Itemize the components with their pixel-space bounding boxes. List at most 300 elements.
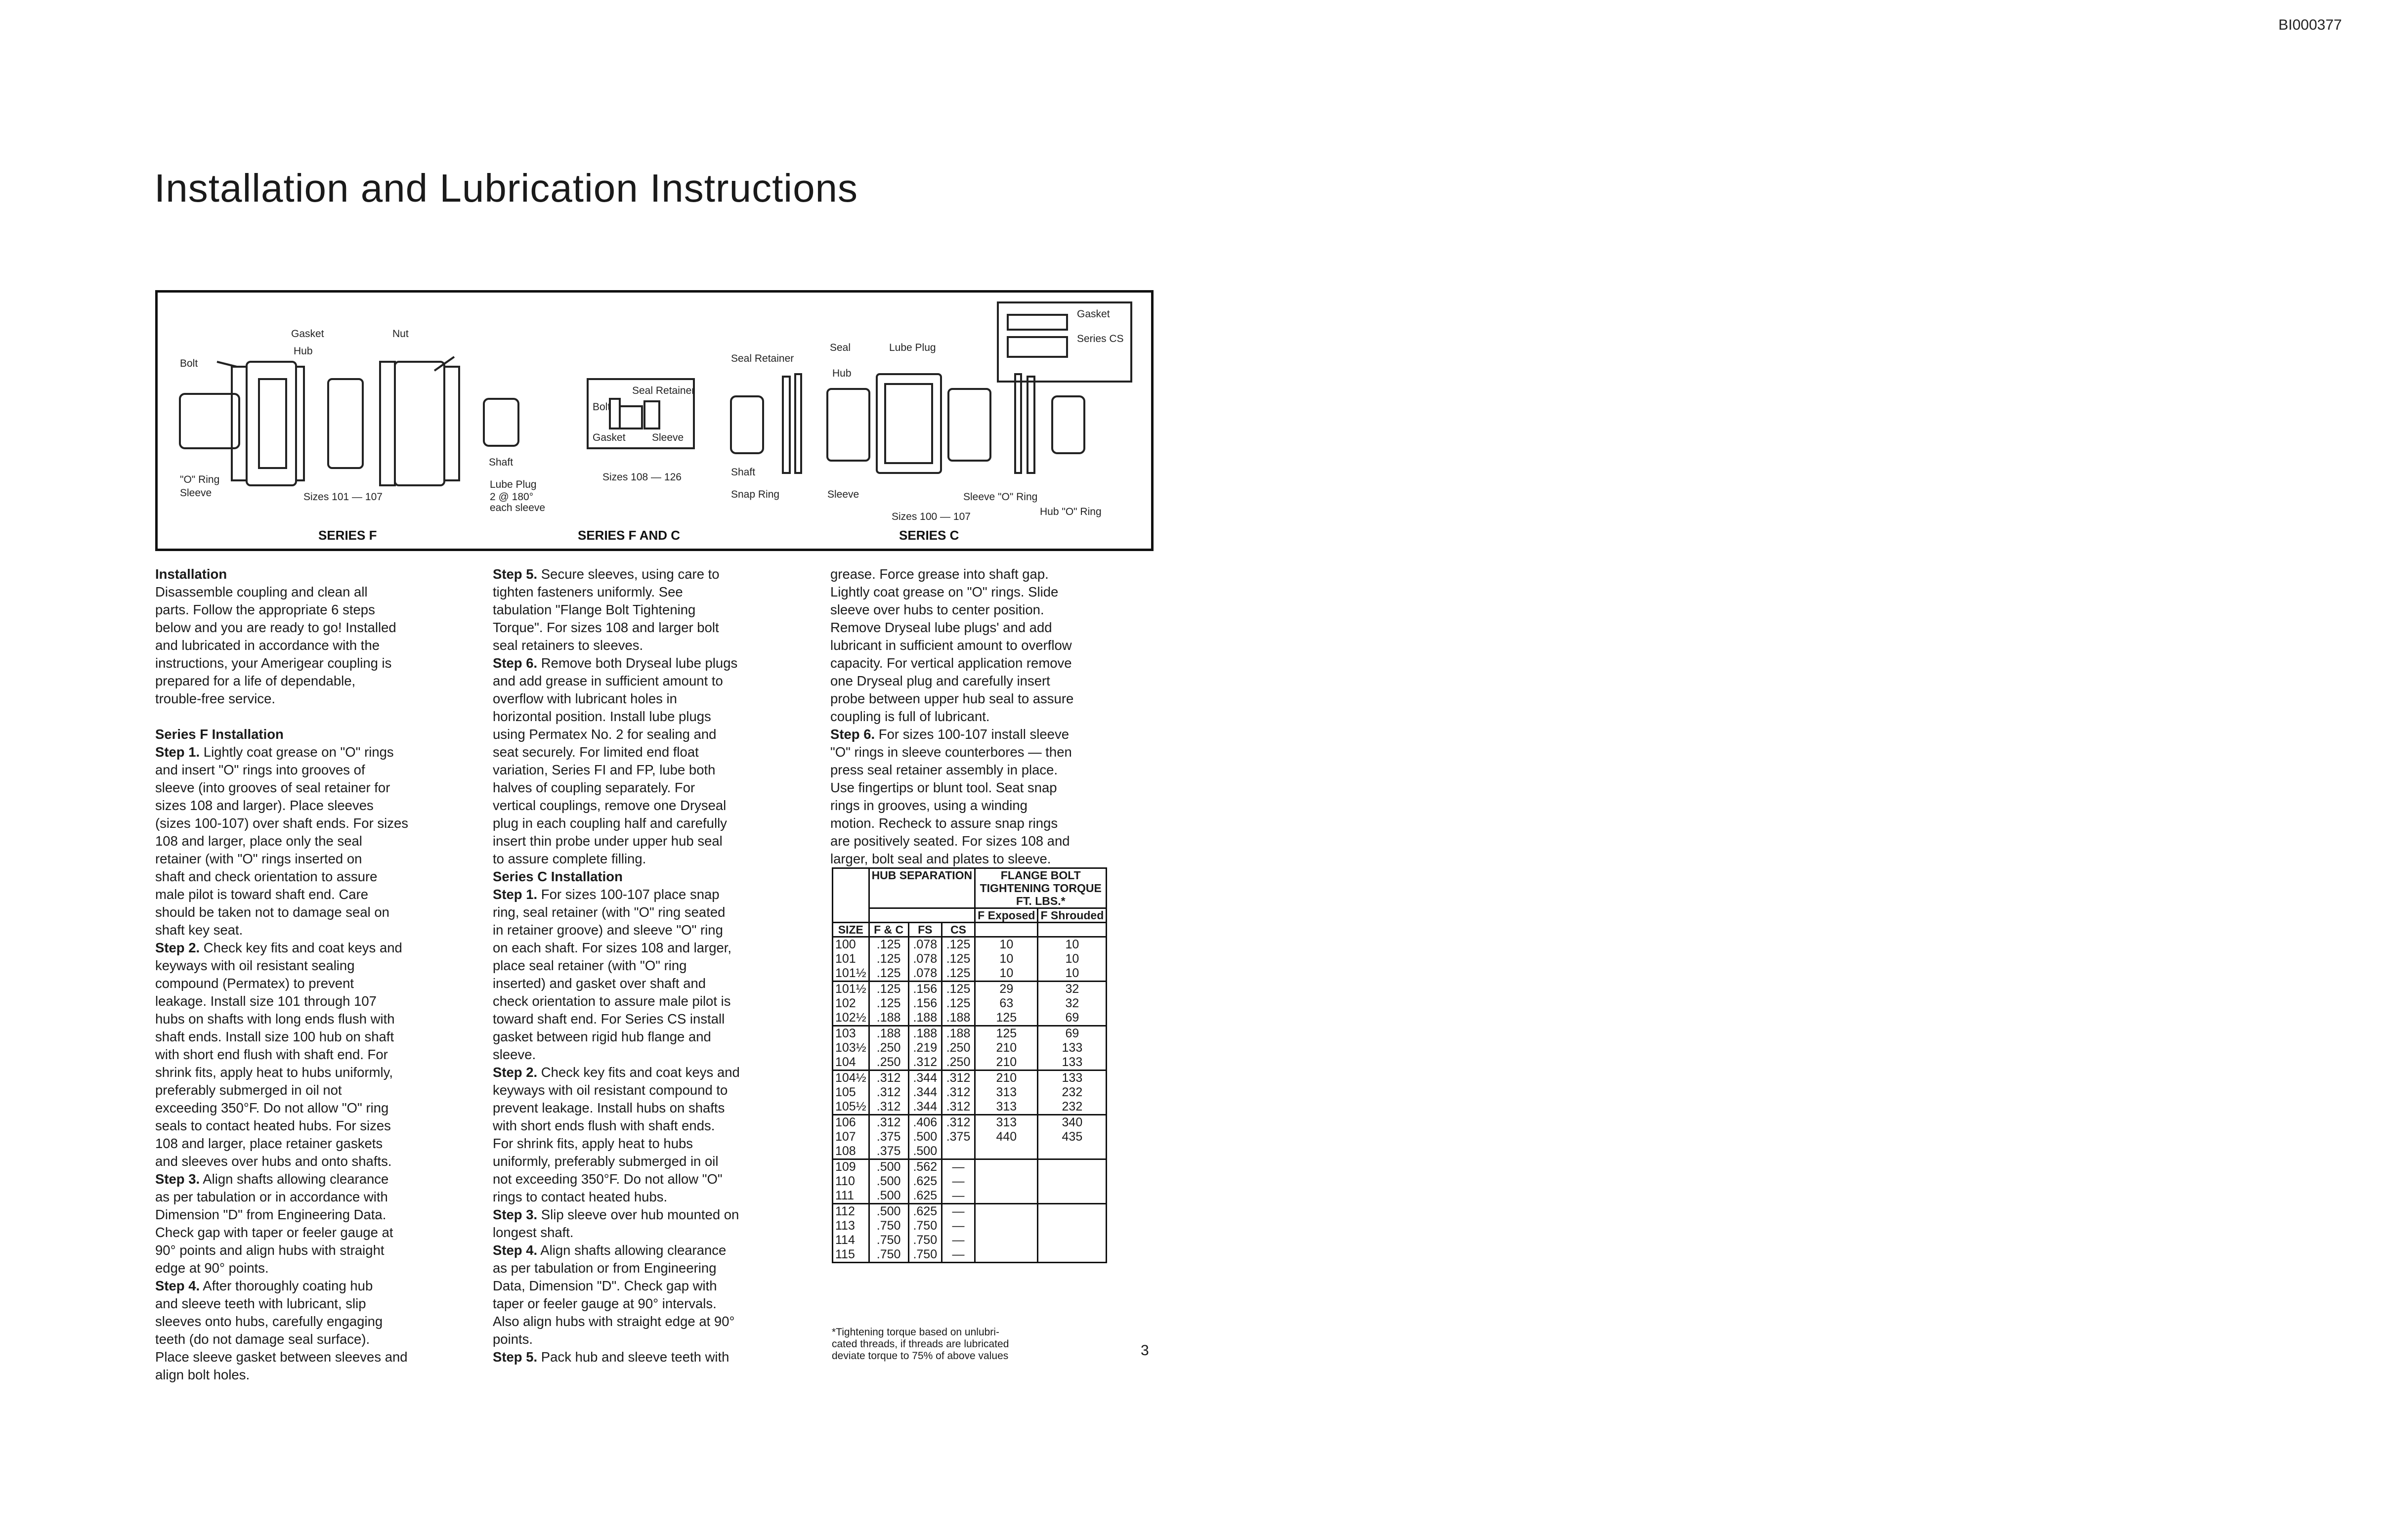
- table-value: 232: [1062, 1100, 1083, 1113]
- table-value: 114: [835, 1233, 855, 1247]
- text-run: horizontal position. Install lube plugs: [493, 709, 711, 724]
- table-value: [1040, 1247, 1104, 1262]
- series-f-label-hub: Hub: [294, 345, 313, 357]
- table-value: .375: [876, 1130, 901, 1144]
- table-value: [978, 1144, 1035, 1158]
- text-line: [155, 1099, 471, 1117]
- text-run: and insert "O" rings into grooves of: [155, 762, 365, 777]
- series-f-label-shaft: Shaft: [489, 457, 514, 468]
- text-run: motion. Recheck to assure snap rings: [830, 815, 1058, 831]
- text-line: [493, 1206, 809, 1224]
- text-run: exceeding 350°F. Do not allow "O" ring: [155, 1100, 389, 1115]
- text-line: [155, 583, 471, 601]
- text-run: capacity. For vertical application remove: [830, 655, 1072, 671]
- text-line: [830, 565, 1156, 583]
- table-value: .312: [876, 1071, 901, 1085]
- step-label: Step 4.: [155, 1278, 200, 1293]
- text-line: [830, 832, 1156, 850]
- series-f-label-lube-plug-note-2: each sleeve: [490, 502, 546, 513]
- text-run: shaft and check orientation to assure: [155, 869, 378, 884]
- table-value: .250: [876, 1041, 901, 1055]
- text-line: [493, 992, 809, 1010]
- text-line: [493, 1099, 809, 1117]
- table-value: .750: [876, 1233, 901, 1247]
- table-cell-cs: [942, 1204, 975, 1263]
- text-run: plug in each coupling half and carefully: [493, 815, 727, 831]
- text-line: [493, 903, 809, 921]
- text-run: as per tabulation or in accordance with: [155, 1189, 388, 1204]
- text-line: [493, 1153, 809, 1170]
- text-run: place seal retainer (with "O" ring: [493, 958, 687, 973]
- footnote-line: cated threads, if threads are lubricated: [832, 1338, 1009, 1350]
- table-value: .500: [876, 1189, 901, 1202]
- series-fc-label-bolt: Bolt: [593, 401, 611, 413]
- text-line: [830, 690, 1156, 708]
- table-value: 109: [835, 1160, 856, 1174]
- text-run: are positively seated. For sizes 108 and: [830, 833, 1070, 849]
- text-run: male pilot is toward shaft end. Care: [155, 887, 369, 902]
- table-value: —: [952, 1204, 965, 1218]
- table-row: [833, 1159, 1107, 1204]
- table-value: 10: [1065, 938, 1079, 951]
- table-value: .312: [876, 1100, 901, 1113]
- table-cell-fs: [908, 982, 942, 1026]
- page-number: 3: [1141, 1342, 1149, 1359]
- text-line: [155, 1366, 471, 1384]
- text-run: retainer (with "O" rings inserted on: [155, 851, 362, 866]
- text-run: and sleeve teeth with lubricant, slip: [155, 1296, 366, 1311]
- text-line: [830, 726, 1156, 743]
- text-run: press seal retainer assembly in place.: [830, 762, 1058, 777]
- table-value: —: [952, 1233, 965, 1247]
- table-cell-exp: [975, 937, 1038, 982]
- table-value: [978, 1204, 1035, 1219]
- text-line: [493, 779, 809, 797]
- table-value: 111: [835, 1189, 855, 1202]
- text-run: Check key fits and coat keys and: [200, 940, 402, 955]
- table-cell-size: [833, 1070, 869, 1115]
- text-run: keyways with oil resistant sealing: [155, 958, 355, 973]
- table-header-f-shrouded: F Shrouded: [1038, 908, 1107, 923]
- table-value: .500: [876, 1174, 901, 1188]
- table-value: .312: [946, 1115, 971, 1129]
- table-value: 107: [835, 1130, 856, 1144]
- text-line: [493, 761, 809, 779]
- table-value: [944, 1144, 972, 1158]
- section-heading: Series F Installation: [155, 727, 284, 742]
- text-line: [493, 939, 809, 957]
- text-line: [493, 743, 809, 761]
- table-value: 10: [999, 966, 1014, 980]
- table-value: .125: [946, 996, 971, 1010]
- table-cell-fs: [908, 1070, 942, 1115]
- text-run: as per tabulation or from Engineering: [493, 1260, 717, 1276]
- text-line: [493, 975, 809, 992]
- table-cell-exp: [975, 1159, 1038, 1204]
- table-row: [833, 1070, 1107, 1115]
- text-line: [155, 957, 471, 975]
- text-line: [830, 601, 1156, 619]
- text-line: [155, 921, 471, 939]
- text-run: longest shaft.: [493, 1225, 574, 1240]
- text-line: [830, 708, 1156, 726]
- table-cell-shr: [1038, 1026, 1107, 1070]
- table-value: 63: [999, 996, 1014, 1010]
- table-value: 103½: [835, 1041, 866, 1055]
- table-value: 69: [1065, 1011, 1079, 1025]
- text-run: one Dryseal plug and carefully insert: [830, 673, 1050, 688]
- table-value: .078: [913, 966, 938, 980]
- series-c-label-hub: Hub: [832, 368, 852, 379]
- table-row: [833, 937, 1107, 982]
- table-value: 105½: [835, 1100, 866, 1113]
- table-value: .562: [913, 1160, 938, 1174]
- table-value: .125: [946, 982, 971, 996]
- text-line: [155, 1224, 471, 1241]
- text-run: with short ends flush with shaft ends.: [493, 1118, 715, 1133]
- table-cell-fc: [869, 1159, 908, 1204]
- text-line: [155, 1153, 471, 1170]
- table-value: .156: [913, 982, 938, 996]
- text-run: inserted) and gasket over shaft and: [493, 976, 706, 991]
- text-run: align bolt holes.: [155, 1367, 250, 1382]
- series-f-label-o-ring: "O" Ring: [180, 474, 220, 485]
- table-value: 210: [996, 1071, 1017, 1085]
- table-value: 125: [996, 1027, 1017, 1040]
- step-label: Step 3.: [493, 1207, 538, 1222]
- table-value: .500: [876, 1160, 901, 1174]
- text-run: shrink fits, apply heat to hubs uniformly,: [155, 1065, 393, 1080]
- text-line: [493, 637, 809, 654]
- table-cell-fs: [908, 1204, 942, 1263]
- table-cell-shr: [1038, 1070, 1107, 1115]
- text-line: [493, 797, 809, 814]
- text-line: [155, 1188, 471, 1206]
- text-run: Check key fits and coat keys and: [537, 1065, 740, 1080]
- table-value: .125: [876, 996, 901, 1010]
- text-run: preferably submerged in oil not: [155, 1082, 342, 1098]
- text-line: [155, 654, 471, 672]
- text-line: [155, 992, 471, 1010]
- table-value: .125: [946, 938, 971, 951]
- text-run: overflow with lubricant holes in: [493, 691, 677, 706]
- table-value: 133: [1062, 1071, 1083, 1085]
- table-value: .188: [876, 1011, 901, 1025]
- table-value: [978, 1219, 1035, 1233]
- table-value: .312: [946, 1071, 971, 1085]
- text-run: Disassemble coupling and clean all: [155, 584, 368, 599]
- series-c-label-gasket: Gasket: [1077, 308, 1110, 320]
- table-value: .312: [946, 1085, 971, 1099]
- table-value: 210: [996, 1041, 1017, 1055]
- text-line: [493, 814, 809, 832]
- text-run: grease. Force grease into shaft gap.: [830, 566, 1049, 582]
- table-value: .750: [876, 1219, 901, 1233]
- series-f-label-gasket: Gasket: [291, 328, 324, 340]
- text-line: [155, 672, 471, 690]
- text-run: lubricant in sufficient amount to overflow: [830, 638, 1072, 653]
- table-cell-cs: [942, 1070, 975, 1115]
- text-run: Dimension "D" from Engineering Data.: [155, 1207, 386, 1222]
- text-line: [155, 1170, 471, 1188]
- text-line: [155, 1135, 471, 1153]
- table-value: .250: [946, 1055, 971, 1069]
- text-run: gasket between rigid hub flange and: [493, 1029, 711, 1044]
- table-cell-fc: [869, 982, 908, 1026]
- table-value: 10: [1065, 966, 1079, 980]
- table-cell-size: [833, 937, 869, 982]
- series-f-label-nut: Nut: [392, 328, 409, 340]
- step-label: Step 5.: [493, 566, 538, 582]
- table-value: .125: [876, 966, 901, 980]
- coupling-diagram: [155, 290, 1154, 551]
- text-line: [493, 1348, 809, 1366]
- text-run: insert thin probe under upper hub seal: [493, 833, 723, 849]
- table-value: 10: [1065, 952, 1079, 966]
- table-value: 104½: [835, 1071, 866, 1085]
- text-run: 90° points and align hubs with straight: [155, 1242, 385, 1258]
- table-cell-fc: [869, 1115, 908, 1159]
- step-label: Step 4.: [493, 1242, 538, 1258]
- text-run: sizes 108 and larger). Place sleeves: [155, 798, 374, 813]
- text-line: [493, 1081, 809, 1099]
- table-value: .344: [913, 1085, 938, 1099]
- text-line: [493, 1064, 809, 1081]
- text-run: Lightly coat grease on "O" rings. Slide: [830, 584, 1059, 599]
- series-c-caption: SERIES C: [899, 528, 959, 543]
- table-value: 32: [1065, 996, 1079, 1010]
- text-run: on each shaft. For sizes 108 and larger,: [493, 940, 732, 955]
- series-fc-caption: SERIES F AND C: [578, 528, 681, 543]
- table-header-f-exposed: F Exposed: [975, 908, 1038, 923]
- text-line: [155, 1081, 471, 1099]
- table-header-size: SIZE: [833, 923, 869, 937]
- text-run: "O" rings in sleeve counterbores — then: [830, 744, 1072, 760]
- table-value: 112: [835, 1204, 855, 1218]
- text-line: [155, 939, 471, 957]
- table-value: 435: [1062, 1130, 1083, 1144]
- table-value: .188: [913, 1027, 938, 1040]
- text-line: [493, 1117, 809, 1135]
- table-body: [833, 937, 1107, 1263]
- text-line: [493, 1330, 809, 1348]
- text-line: [830, 619, 1156, 637]
- table-value: 32: [1065, 982, 1079, 996]
- footnote-line: *Tightening torque based on unlubri-: [832, 1326, 999, 1338]
- series-c-label-seal-retainer: Seal Retainer: [731, 353, 794, 364]
- text-run: prepared for a life of dependable,: [155, 673, 356, 688]
- text-run: instructions, your Amerigear coupling is: [155, 655, 392, 671]
- table-value: .375: [946, 1130, 971, 1144]
- text-run: sleeve over hubs to center position.: [830, 602, 1044, 617]
- table-value: .500: [876, 1204, 901, 1218]
- table-value: 440: [996, 1130, 1017, 1144]
- table-value: 101: [835, 952, 856, 966]
- table-value: 313: [996, 1085, 1017, 1099]
- table-value: .125: [876, 952, 901, 966]
- text-run: should be taken not to damage seal on: [155, 904, 389, 920]
- table-cell-size: [833, 1159, 869, 1204]
- text-run: variation, Series FI and FP, lube both: [493, 762, 716, 777]
- text-line: [493, 654, 809, 672]
- table-value: .219: [913, 1041, 938, 1055]
- table-header-hub-separation: HUB SEPARATION: [869, 868, 975, 908]
- text-line: [155, 779, 471, 797]
- table-value: 313: [996, 1100, 1017, 1113]
- text-run: probe between upper hub seal to assure: [830, 691, 1074, 706]
- text-line: [493, 1259, 809, 1277]
- table-cell-size: [833, 1115, 869, 1159]
- table-cell-exp: [975, 1115, 1038, 1159]
- series-c-label-shaft: Shaft: [731, 467, 756, 478]
- table-footnote: [832, 1326, 1009, 1362]
- text-run: prevent leakage. Install hubs on shafts: [493, 1100, 725, 1115]
- text-line: [155, 886, 471, 903]
- table-value: 115: [835, 1247, 855, 1261]
- table-value: .375: [876, 1144, 901, 1158]
- text-run: For sizes 100-107 place snap: [537, 887, 720, 902]
- table-cell-shr: [1038, 1115, 1107, 1159]
- text-run: uniformly, preferably submerged in oil: [493, 1154, 719, 1169]
- text-run: trouble-free service.: [155, 691, 276, 706]
- text-line: [155, 1330, 471, 1348]
- text-line: [155, 1206, 471, 1224]
- text-run: and sleeves over hubs and onto shafts.: [155, 1154, 392, 1169]
- series-c-label-snap-ring: Snap Ring: [731, 489, 780, 500]
- table-value: 133: [1062, 1041, 1083, 1055]
- table-cell-cs: [942, 982, 975, 1026]
- series-fc-label-sleeve: Sleeve: [652, 432, 684, 443]
- table-row: [833, 1026, 1107, 1070]
- table-cell-fs: [908, 1026, 942, 1070]
- text-line: [155, 1010, 471, 1028]
- text-run: larger, bolt seal and plates to sleeve.: [830, 851, 1051, 866]
- text-line: [493, 583, 809, 601]
- table-cell-fc: [869, 1026, 908, 1070]
- table-cell-fs: [908, 1115, 942, 1159]
- table-value: 108: [835, 1144, 856, 1158]
- text-line: [155, 1348, 471, 1366]
- table-value: [978, 1189, 1035, 1203]
- text-line: [493, 1224, 809, 1241]
- section-heading: Installation: [155, 566, 227, 582]
- table-cell-fs: [908, 1159, 942, 1204]
- text-run: compound (Permatex) to prevent: [155, 976, 354, 991]
- text-run: Align shafts allowing clearance: [200, 1171, 389, 1187]
- text-line: [155, 797, 471, 814]
- series-fc-label-sizes: Sizes 108 — 126: [602, 471, 682, 483]
- table-value: [1040, 1219, 1104, 1233]
- text-line: [155, 832, 471, 850]
- text-run: Lightly coat grease on "O" rings: [200, 744, 394, 760]
- footnote-line: deviate torque to 75% of above values: [832, 1350, 1009, 1362]
- table-cell-cs: [942, 1026, 975, 1070]
- page-title: Installation and Lubrication Instructions: [154, 166, 858, 210]
- table-header-fc: F & C: [869, 923, 908, 937]
- text-line: [493, 1241, 809, 1259]
- text-run: points.: [493, 1331, 533, 1347]
- text-run: leakage. Install size 101 through 107: [155, 993, 377, 1009]
- text-run: with short end flush with shaft end. For: [155, 1047, 388, 1062]
- table-value: .078: [913, 952, 938, 966]
- text-line: [155, 601, 471, 619]
- text-run: Data, Dimension "D". Check gap with: [493, 1278, 717, 1293]
- text-line: [493, 1170, 809, 1188]
- text-line: [155, 743, 471, 761]
- text-line: [830, 850, 1156, 868]
- text-run: teeth (do not damage seal surface).: [155, 1331, 370, 1347]
- table-value: .625: [913, 1204, 938, 1218]
- text-run: For sizes 100-107 install sleeve: [875, 727, 1070, 742]
- table-cell-exp: [975, 1026, 1038, 1070]
- table-value: .312: [913, 1055, 938, 1069]
- text-run: 108 and larger, place only the seal: [155, 833, 362, 849]
- text-line: [493, 690, 809, 708]
- table-cell-exp: [975, 982, 1038, 1026]
- hub-separation-torque-table: [832, 867, 1107, 1263]
- text-line: [155, 1241, 471, 1259]
- series-fc-label-seal-retainer: Seal Retainer: [632, 385, 695, 396]
- table-value: .312: [876, 1085, 901, 1099]
- series-c-label-sleeve: Sleeve: [827, 489, 859, 500]
- table-cell-cs: [942, 1159, 975, 1204]
- text-line: [493, 1313, 809, 1330]
- text-line: [155, 1028, 471, 1046]
- text-run: and lubricated in accordance with the: [155, 638, 380, 653]
- text-line: [155, 814, 471, 832]
- table-value: 100: [835, 938, 856, 951]
- table-value: 10: [999, 952, 1014, 966]
- text-line: [155, 1046, 471, 1064]
- series-f-label-lube-plug: Lube Plug: [490, 479, 537, 490]
- text-run: tabulation "Flange Bolt Tightening: [493, 602, 696, 617]
- table-value: 110: [835, 1174, 855, 1188]
- text-line: [155, 690, 471, 708]
- table-value: [1040, 1160, 1104, 1174]
- step-label: Step 3.: [155, 1171, 200, 1187]
- table-value: [978, 1160, 1035, 1174]
- text-run: Secure sleeves, using care to: [537, 566, 720, 582]
- table-cell-exp: [975, 1204, 1038, 1263]
- text-line: [830, 761, 1156, 779]
- table-value: 29: [999, 982, 1014, 996]
- text-run: taper or feeler gauge at 90° intervals.: [493, 1296, 717, 1311]
- text-line: [493, 565, 809, 583]
- step-label: Step 2.: [493, 1065, 538, 1080]
- table-value: 106: [835, 1115, 856, 1129]
- text-line: [155, 868, 471, 886]
- table-value: .078: [913, 938, 938, 951]
- table-value: .344: [913, 1100, 938, 1113]
- text-run: Remove Dryseal lube plugs' and add: [830, 620, 1052, 635]
- table-value: .750: [876, 1247, 901, 1261]
- text-run: shaft ends. Install size 100 hub on shaft: [155, 1029, 394, 1044]
- text-line: [493, 1135, 809, 1153]
- text-run: in retainer groove) and sleeve "O" ring: [493, 922, 723, 938]
- table-value: —: [952, 1174, 965, 1188]
- table-cell-shr: [1038, 1204, 1107, 1263]
- text-line: [493, 672, 809, 690]
- text-line: [493, 1028, 809, 1046]
- text-run: vertical couplings, remove one Dryseal: [493, 798, 727, 813]
- text-run: seal retainers to sleeves.: [493, 638, 643, 653]
- table-cell-shr: [1038, 937, 1107, 982]
- table-value: 313: [996, 1115, 1017, 1129]
- step-label: Step 6.: [830, 727, 875, 742]
- table-cell-exp: [975, 1070, 1038, 1115]
- text-line: [493, 921, 809, 939]
- step-label: Step 5.: [493, 1349, 538, 1365]
